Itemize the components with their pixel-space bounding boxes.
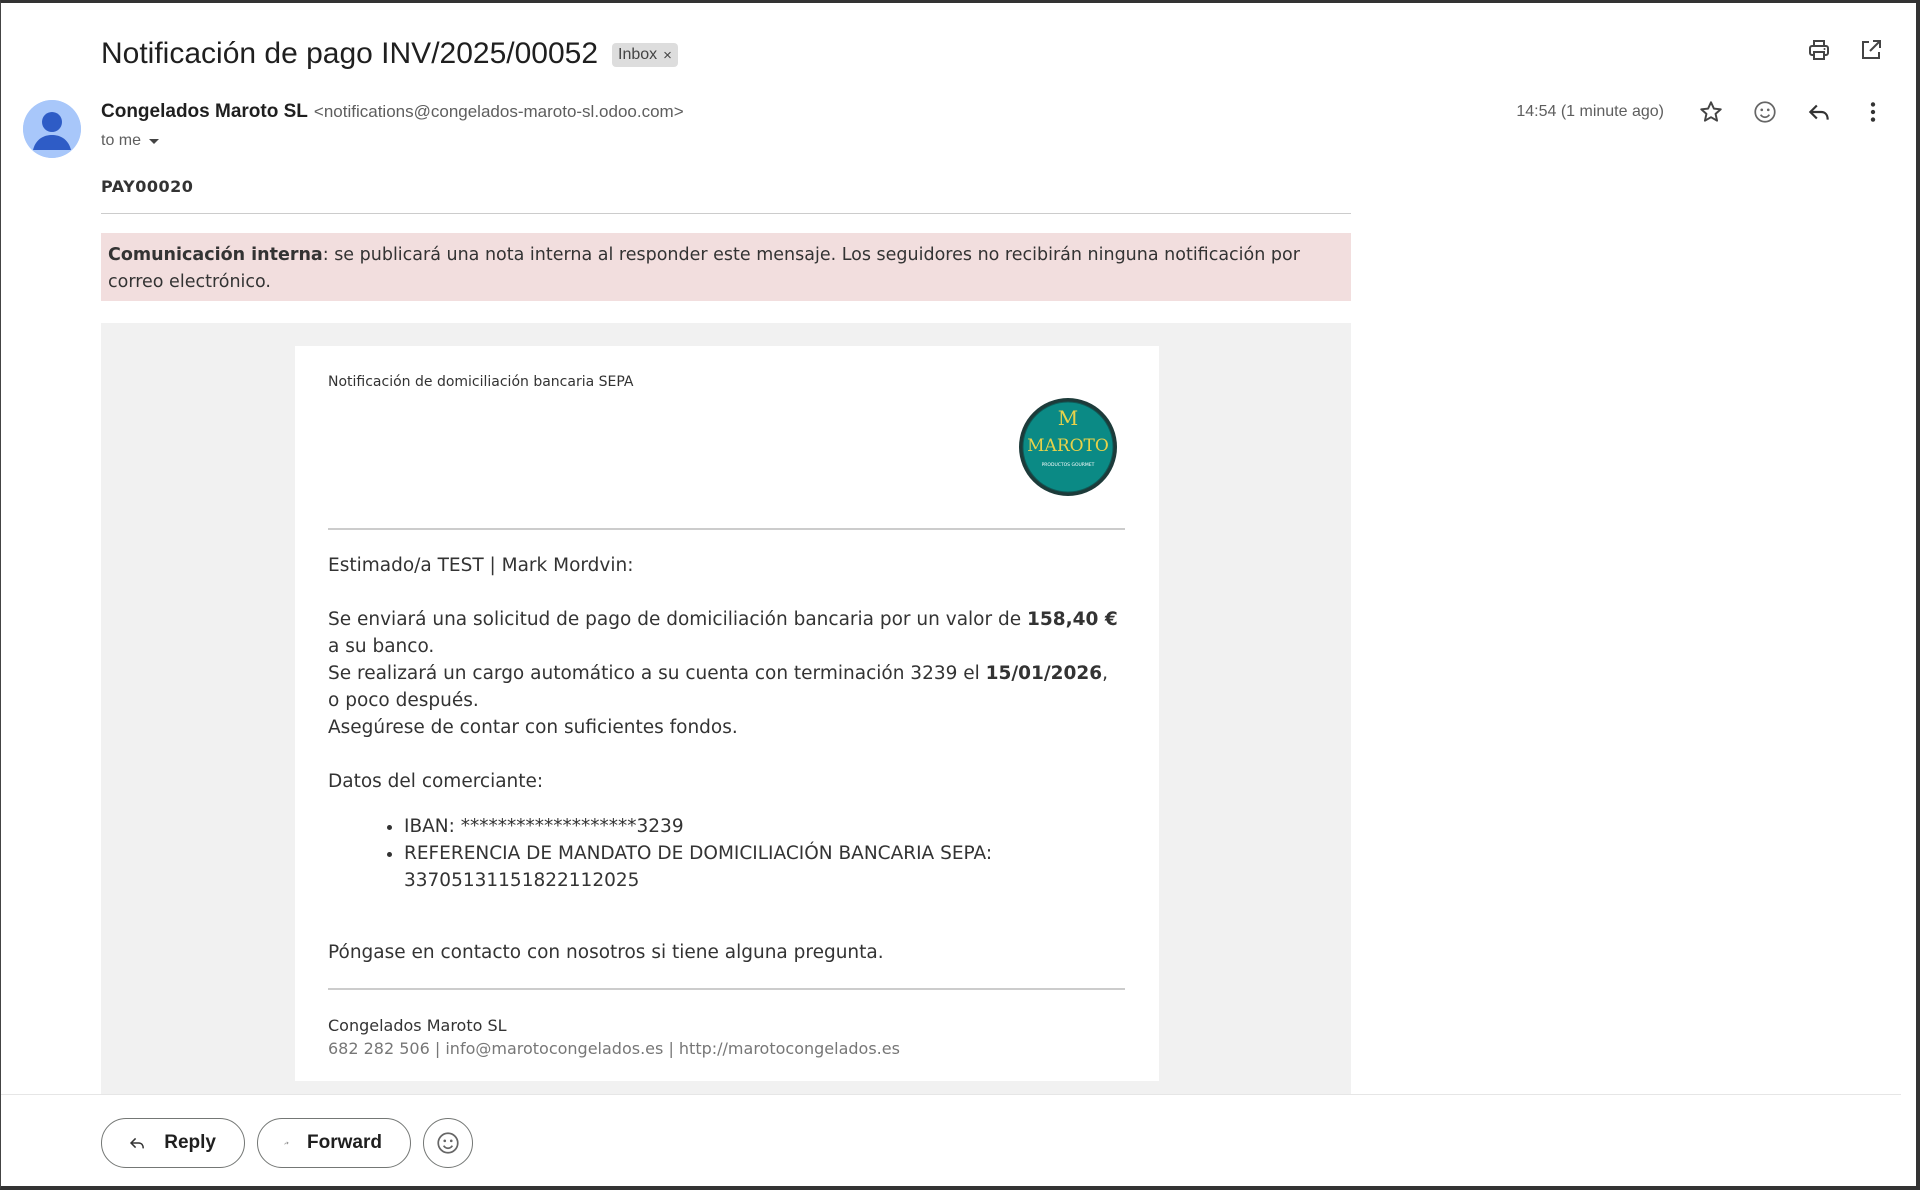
actions-divider xyxy=(1,1094,1901,1095)
card-divider-top xyxy=(328,528,1125,530)
email-subject: Notificación de pago INV/2025/00052 xyxy=(101,37,599,70)
logo-tagline: PRODUCTOS GOURMET xyxy=(1041,463,1095,468)
footer-company-name: Congelados Maroto SL xyxy=(328,1016,507,1035)
charge-paragraph: Se realizará un cargo automático a su cuenta con terminación 3239 el 15/01/2026, o poco después. xyxy=(328,663,1109,711)
reply-actions xyxy=(101,1118,473,1168)
reply-icon[interactable] xyxy=(1806,99,1832,125)
more-vert-icon[interactable] xyxy=(1860,99,1886,125)
list-item: • REFERENCIA DE MANDATO DE DOMICILIACIÓN BANCARIA SEPA: 33705131151822112025 xyxy=(404,840,1125,894)
sender-email: <notifications@congelados-maroto-sl.odoo.com> xyxy=(313,102,684,121)
card-body xyxy=(328,552,1125,966)
card-heading: Notificación de domiciliación bancaria SEPA xyxy=(328,374,634,390)
reply-button[interactable] xyxy=(101,1118,245,1168)
greeting: Estimado/a TEST | Mark Mordvin: xyxy=(328,555,634,576)
remove-label-icon[interactable]: × xyxy=(663,46,672,64)
email-card xyxy=(295,346,1159,1081)
forward-button[interactable] xyxy=(257,1118,411,1168)
open-in-new-window-icon[interactable] xyxy=(1858,37,1884,63)
header-actions xyxy=(1806,37,1884,63)
emoji-reaction-button[interactable] xyxy=(423,1118,473,1168)
card-divider-bottom xyxy=(328,988,1125,990)
list-item: • IBAN: *******************3239 xyxy=(404,813,1125,840)
logo-letter: M xyxy=(1057,406,1079,430)
message-meta xyxy=(1516,99,1886,125)
subject-row xyxy=(101,31,678,77)
chevron-down-icon[interactable] xyxy=(147,134,161,148)
payment-reference: PAY00020 xyxy=(101,177,194,196)
label-text: Inbox xyxy=(618,46,658,63)
funds-paragraph: Asegúrese de contar con suficientes fondos. xyxy=(328,717,738,738)
print-icon[interactable] xyxy=(1806,37,1832,63)
closing-text: Póngase en contacto con nosotros si tiene alguna pregunta. xyxy=(328,942,884,963)
emoji-icon[interactable] xyxy=(1752,99,1778,125)
sender-row xyxy=(101,101,684,123)
reply-label: Reply xyxy=(164,1132,216,1153)
charge-date: 15/01/2026 xyxy=(985,663,1103,684)
logo-name: MAROTO xyxy=(1027,436,1109,456)
forward-label: Forward xyxy=(307,1132,382,1153)
internal-note-title: Comunicación interna xyxy=(108,245,323,265)
reply-icon xyxy=(128,1132,146,1154)
internal-note-banner xyxy=(101,233,1351,301)
sender-name[interactable]: Congelados Maroto SL xyxy=(101,101,308,122)
divider xyxy=(101,213,1351,214)
message-timestamp: 14:54 (1 minute ago) xyxy=(1516,103,1664,120)
internal-note-text: : se publicará una nota interna al responder este mensaje. Los seguidores no recibirán ninguna notificación por correo electrónico. xyxy=(108,245,1300,292)
inbox-label-chip[interactable] xyxy=(612,43,678,67)
star-icon[interactable] xyxy=(1698,99,1724,125)
emoji-icon xyxy=(435,1130,461,1156)
maroto-logo xyxy=(1018,397,1118,497)
forward-icon xyxy=(284,1132,289,1154)
payment-paragraph: Se enviará una solicitud de pago de domiciliación bancaria por un valor de 158,40 € a su banco. xyxy=(328,609,1118,657)
payment-amount: 158,40 € xyxy=(1027,609,1118,630)
recipient-details[interactable] xyxy=(101,132,161,150)
merchant-list xyxy=(404,813,1125,894)
recipient-text: to me xyxy=(101,132,142,149)
sender-avatar[interactable] xyxy=(23,100,81,158)
footer-contact-info: 682 282 506 | info@marotocongelados.es | http://marotocongelados.es xyxy=(328,1039,900,1058)
merchant-title: Datos del comerciante: xyxy=(328,771,544,792)
